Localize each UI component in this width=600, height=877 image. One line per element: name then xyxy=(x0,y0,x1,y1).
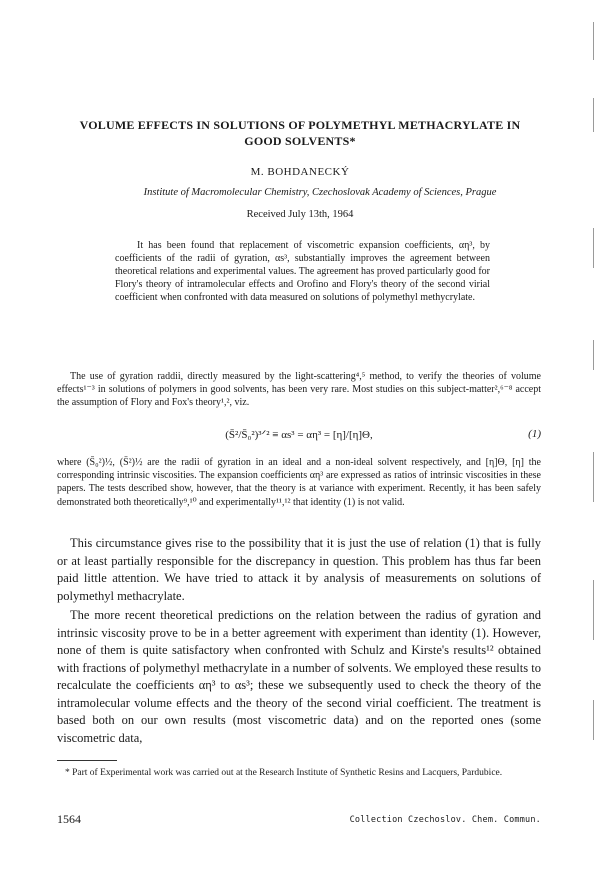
author-affiliation: Institute of Macromolecular Chemistry, Czechoslovak Academy of Sciences, Prague xyxy=(143,187,497,198)
scan-edge-mark xyxy=(593,580,594,640)
intro-paragraph xyxy=(57,370,541,410)
scan-edge-mark xyxy=(593,452,594,502)
footnote xyxy=(57,767,541,780)
intro-text-2: where (S̄₀²)½, (S̄²)½ are the radii of gyration in an ideal and a non-ideal solvent respectively, and [η]Θ, [η] the corresponding intrinsic viscosities. The expansion coefficients αη³ are expressed as ratios of intrinsic viscosities in these papers. The tests described show, however, that the theory is at variance with experiment. Recently, it has been safely demonstrated both theoretically⁹,¹⁰ and experimentally¹¹,¹² that identity (1) is not valid. xyxy=(57,457,541,508)
scan-edge-mark xyxy=(593,98,594,132)
abstract xyxy=(115,239,490,304)
article-title: VOLUME EFFECTS IN SOLUTIONS OF POLYMETHYL METHACRYLATE IN GOOD SOLVENTS* xyxy=(79,118,521,148)
scan-edge-mark xyxy=(593,22,594,60)
intro-text: The use of gyration raddii, directly measured by the light-scattering⁴,⁵ method, to verify the theories of volume effects¹⁻³ in solutions of polymers in good solvents, has been very rare. Most studies on this subject-matter²,⁶⁻⁸ accept the assumption of Flory and Fox's theory¹,², viz. xyxy=(57,371,541,409)
body-text xyxy=(57,535,541,749)
scan-edge-mark xyxy=(593,340,594,370)
journal-name: Collection Czechoslov. Chem. Commun. xyxy=(349,815,541,825)
received-date: Received July 13th, 1964 xyxy=(246,209,354,220)
scan-edge-mark xyxy=(593,700,594,740)
abstract-text: It has been found that replacement of viscometric expansion coefficients, αη³, by coefficients of the radii of gyration, αs³, substantially improves the agreement between theoretical relations and experimental values. The agreement has proved particularly good for Flory's theory of intramolecular effects and Orofino and Flory's theory of the second virial coefficient when confronted with data measured on solutions of polymethyl methycrylate. xyxy=(115,240,490,303)
equation-1 xyxy=(57,428,541,442)
page-number: 1564 xyxy=(57,812,81,826)
equation-number: (1) xyxy=(528,428,541,440)
footnote-text: * Part of Experimental work was carried out at the Research Institute of Synthetic Resins and Lacquers, Pardubice. xyxy=(65,768,503,778)
body-paragraph: The more recent theoretical predictions on the relation between the radius of gyration and intrinsic viscosity prove to be in a better agreement with experiment than identity (1). However, none of them is quite satisfactory when confronted with Schulz and Kirste's results¹² obtained with fractions of polymethyl methacrylate in a number of solvents. We employed these results to recalculate the coefficients αη³ to αs³; these we subsequently used to check the theory of the intramolecular volume effects and the theory of the second virial coefficient. The treatment is based both on our own results (most viscometric data) and on the reported ones (some viscometric data, xyxy=(57,608,541,745)
body-paragraph: This circumstance gives rise to the possibility that it is just the use of relation (1) that is fully or at least partially responsible for the discrepancy in question. This problem has thus far been paid little attention. We have tried to attack it by analysis of measurements on solutions of polymethyl methacrylate. xyxy=(57,536,541,603)
article-author: M. BOHDANECKÝ xyxy=(250,166,350,178)
footnote-rule xyxy=(57,760,117,761)
intro-paragraph-2 xyxy=(57,456,541,509)
scan-edge-mark xyxy=(593,228,594,268)
equation-formula: (S̄²/S̄₀²)³ᐟ² ≡ αs³ = αη³ = [η]/[η]Θ, xyxy=(225,429,373,441)
